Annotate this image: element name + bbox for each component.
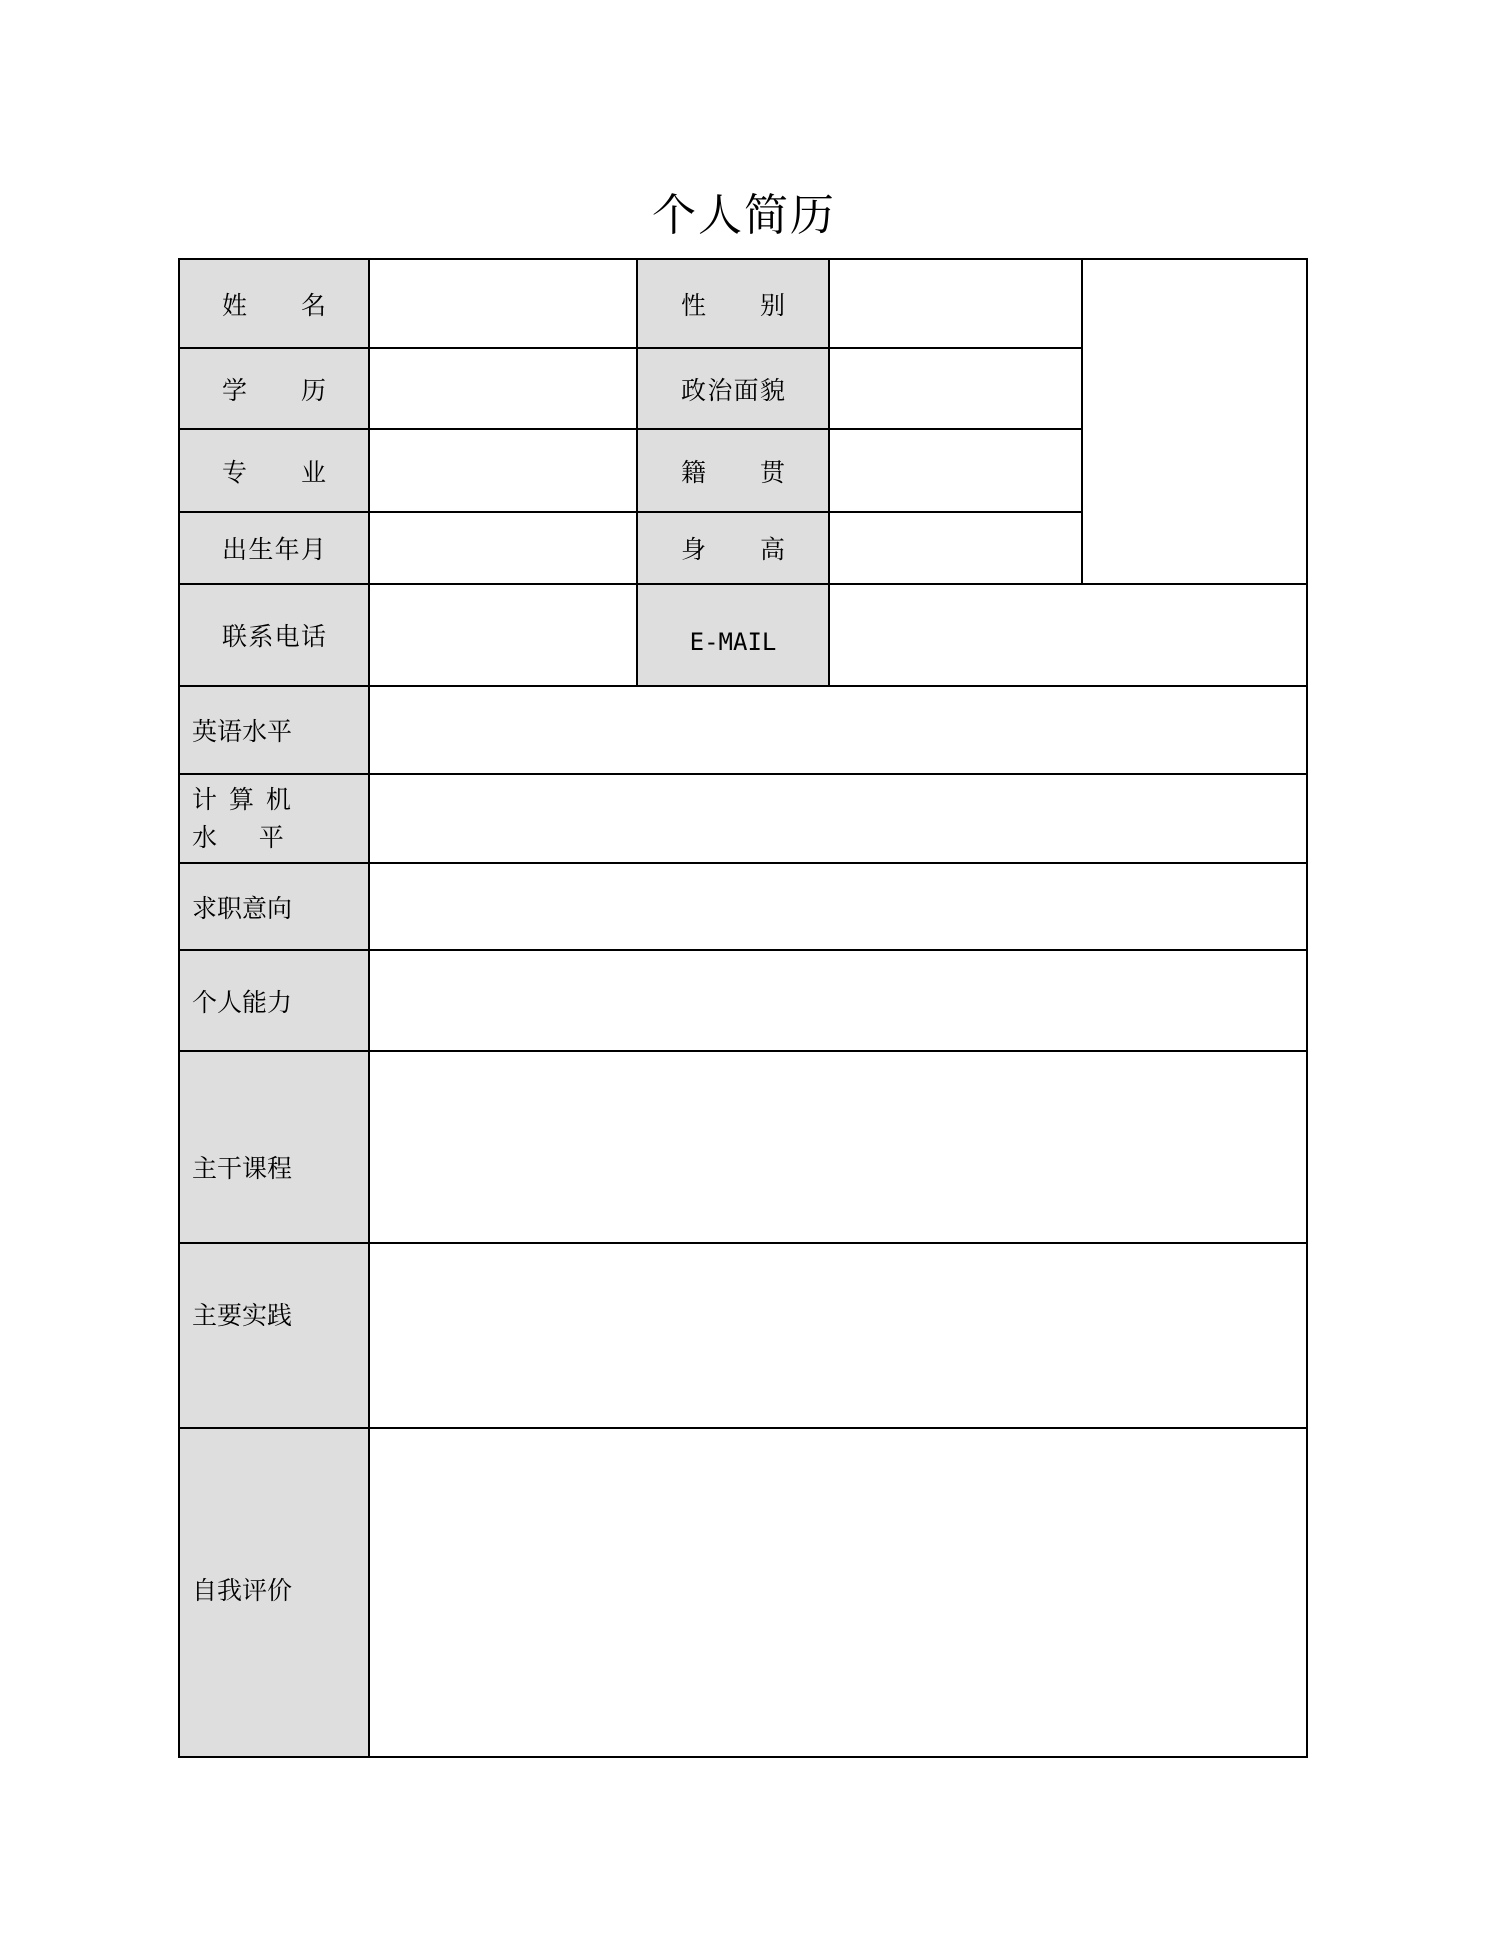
label-name: 姓名 xyxy=(222,290,326,320)
page-title: 个人简历 xyxy=(652,190,836,241)
label-height: 身高 xyxy=(681,535,785,564)
label-computer-level-line1: 计 算 机 xyxy=(192,784,293,814)
height-field[interactable] xyxy=(829,512,1082,584)
label-native-place-cell xyxy=(637,429,829,512)
name-field[interactable] xyxy=(369,259,637,348)
self-evaluation-field[interactable] xyxy=(369,1428,1307,1757)
computer-level-field[interactable] xyxy=(369,774,1307,863)
personal-ability-field[interactable] xyxy=(369,950,1307,1051)
resume-form-table xyxy=(178,258,1308,1758)
label-main-courses-cell xyxy=(179,1051,369,1243)
job-intention-field[interactable] xyxy=(369,863,1307,950)
label-english-level: 英语水平 xyxy=(192,717,293,746)
photo-area[interactable] xyxy=(1082,259,1307,584)
row-personal-ability xyxy=(179,950,1307,1051)
label-birth-date-cell xyxy=(179,512,369,584)
row-self-evaluation xyxy=(179,1428,1307,1757)
gender-field[interactable] xyxy=(829,259,1082,348)
main-courses-field[interactable] xyxy=(369,1051,1307,1243)
native-place-field[interactable] xyxy=(829,429,1082,512)
label-self-evaluation-cell xyxy=(179,1428,369,1757)
row-phone-email xyxy=(179,584,1307,686)
education-field[interactable] xyxy=(369,348,637,429)
label-personal-ability-cell xyxy=(179,950,369,1051)
phone-field[interactable] xyxy=(369,584,637,686)
label-education: 学历 xyxy=(222,375,326,405)
label-email-cell xyxy=(637,584,829,686)
label-birth-date: 出生年月 xyxy=(222,535,326,564)
label-gender: 性别 xyxy=(681,290,785,320)
label-english-level-cell xyxy=(179,686,369,774)
label-name-cell xyxy=(179,259,369,348)
label-main-courses: 主干课程 xyxy=(192,1154,293,1183)
row-main-courses xyxy=(179,1051,1307,1243)
label-personal-ability: 个人能力 xyxy=(192,987,293,1017)
label-phone: 联系电话 xyxy=(222,622,326,651)
label-political-status: 政治面貌 xyxy=(681,375,785,405)
label-self-evaluation: 自我评价 xyxy=(192,1575,293,1605)
label-major-cell xyxy=(179,429,369,512)
major-field[interactable] xyxy=(369,429,637,512)
label-main-practice-cell xyxy=(179,1243,369,1428)
label-email: E-MAIL xyxy=(689,627,777,656)
english-level-field[interactable] xyxy=(369,686,1307,774)
email-field[interactable] xyxy=(829,584,1307,686)
row-computer-level xyxy=(179,774,1307,863)
label-political-status-cell xyxy=(637,348,829,429)
label-computer-level-cell xyxy=(179,774,369,863)
birth-date-field[interactable] xyxy=(369,512,637,584)
label-job-intention-cell xyxy=(179,863,369,950)
label-job-intention: 求职意向 xyxy=(192,893,293,923)
label-education-cell xyxy=(179,348,369,429)
label-native-place: 籍贯 xyxy=(681,457,785,487)
row-main-practice xyxy=(179,1243,1307,1428)
label-height-cell xyxy=(637,512,829,584)
label-gender-cell xyxy=(637,259,829,348)
political-status-field[interactable] xyxy=(829,348,1082,429)
label-major: 专业 xyxy=(222,457,326,487)
label-computer-level-line2: 水 平 xyxy=(192,822,286,852)
main-practice-field[interactable] xyxy=(369,1243,1307,1428)
label-phone-cell xyxy=(179,584,369,686)
label-main-practice: 主要实践 xyxy=(192,1300,293,1330)
row-name-gender xyxy=(179,259,1307,348)
row-english-level xyxy=(179,686,1307,774)
row-job-intention xyxy=(179,863,1307,950)
